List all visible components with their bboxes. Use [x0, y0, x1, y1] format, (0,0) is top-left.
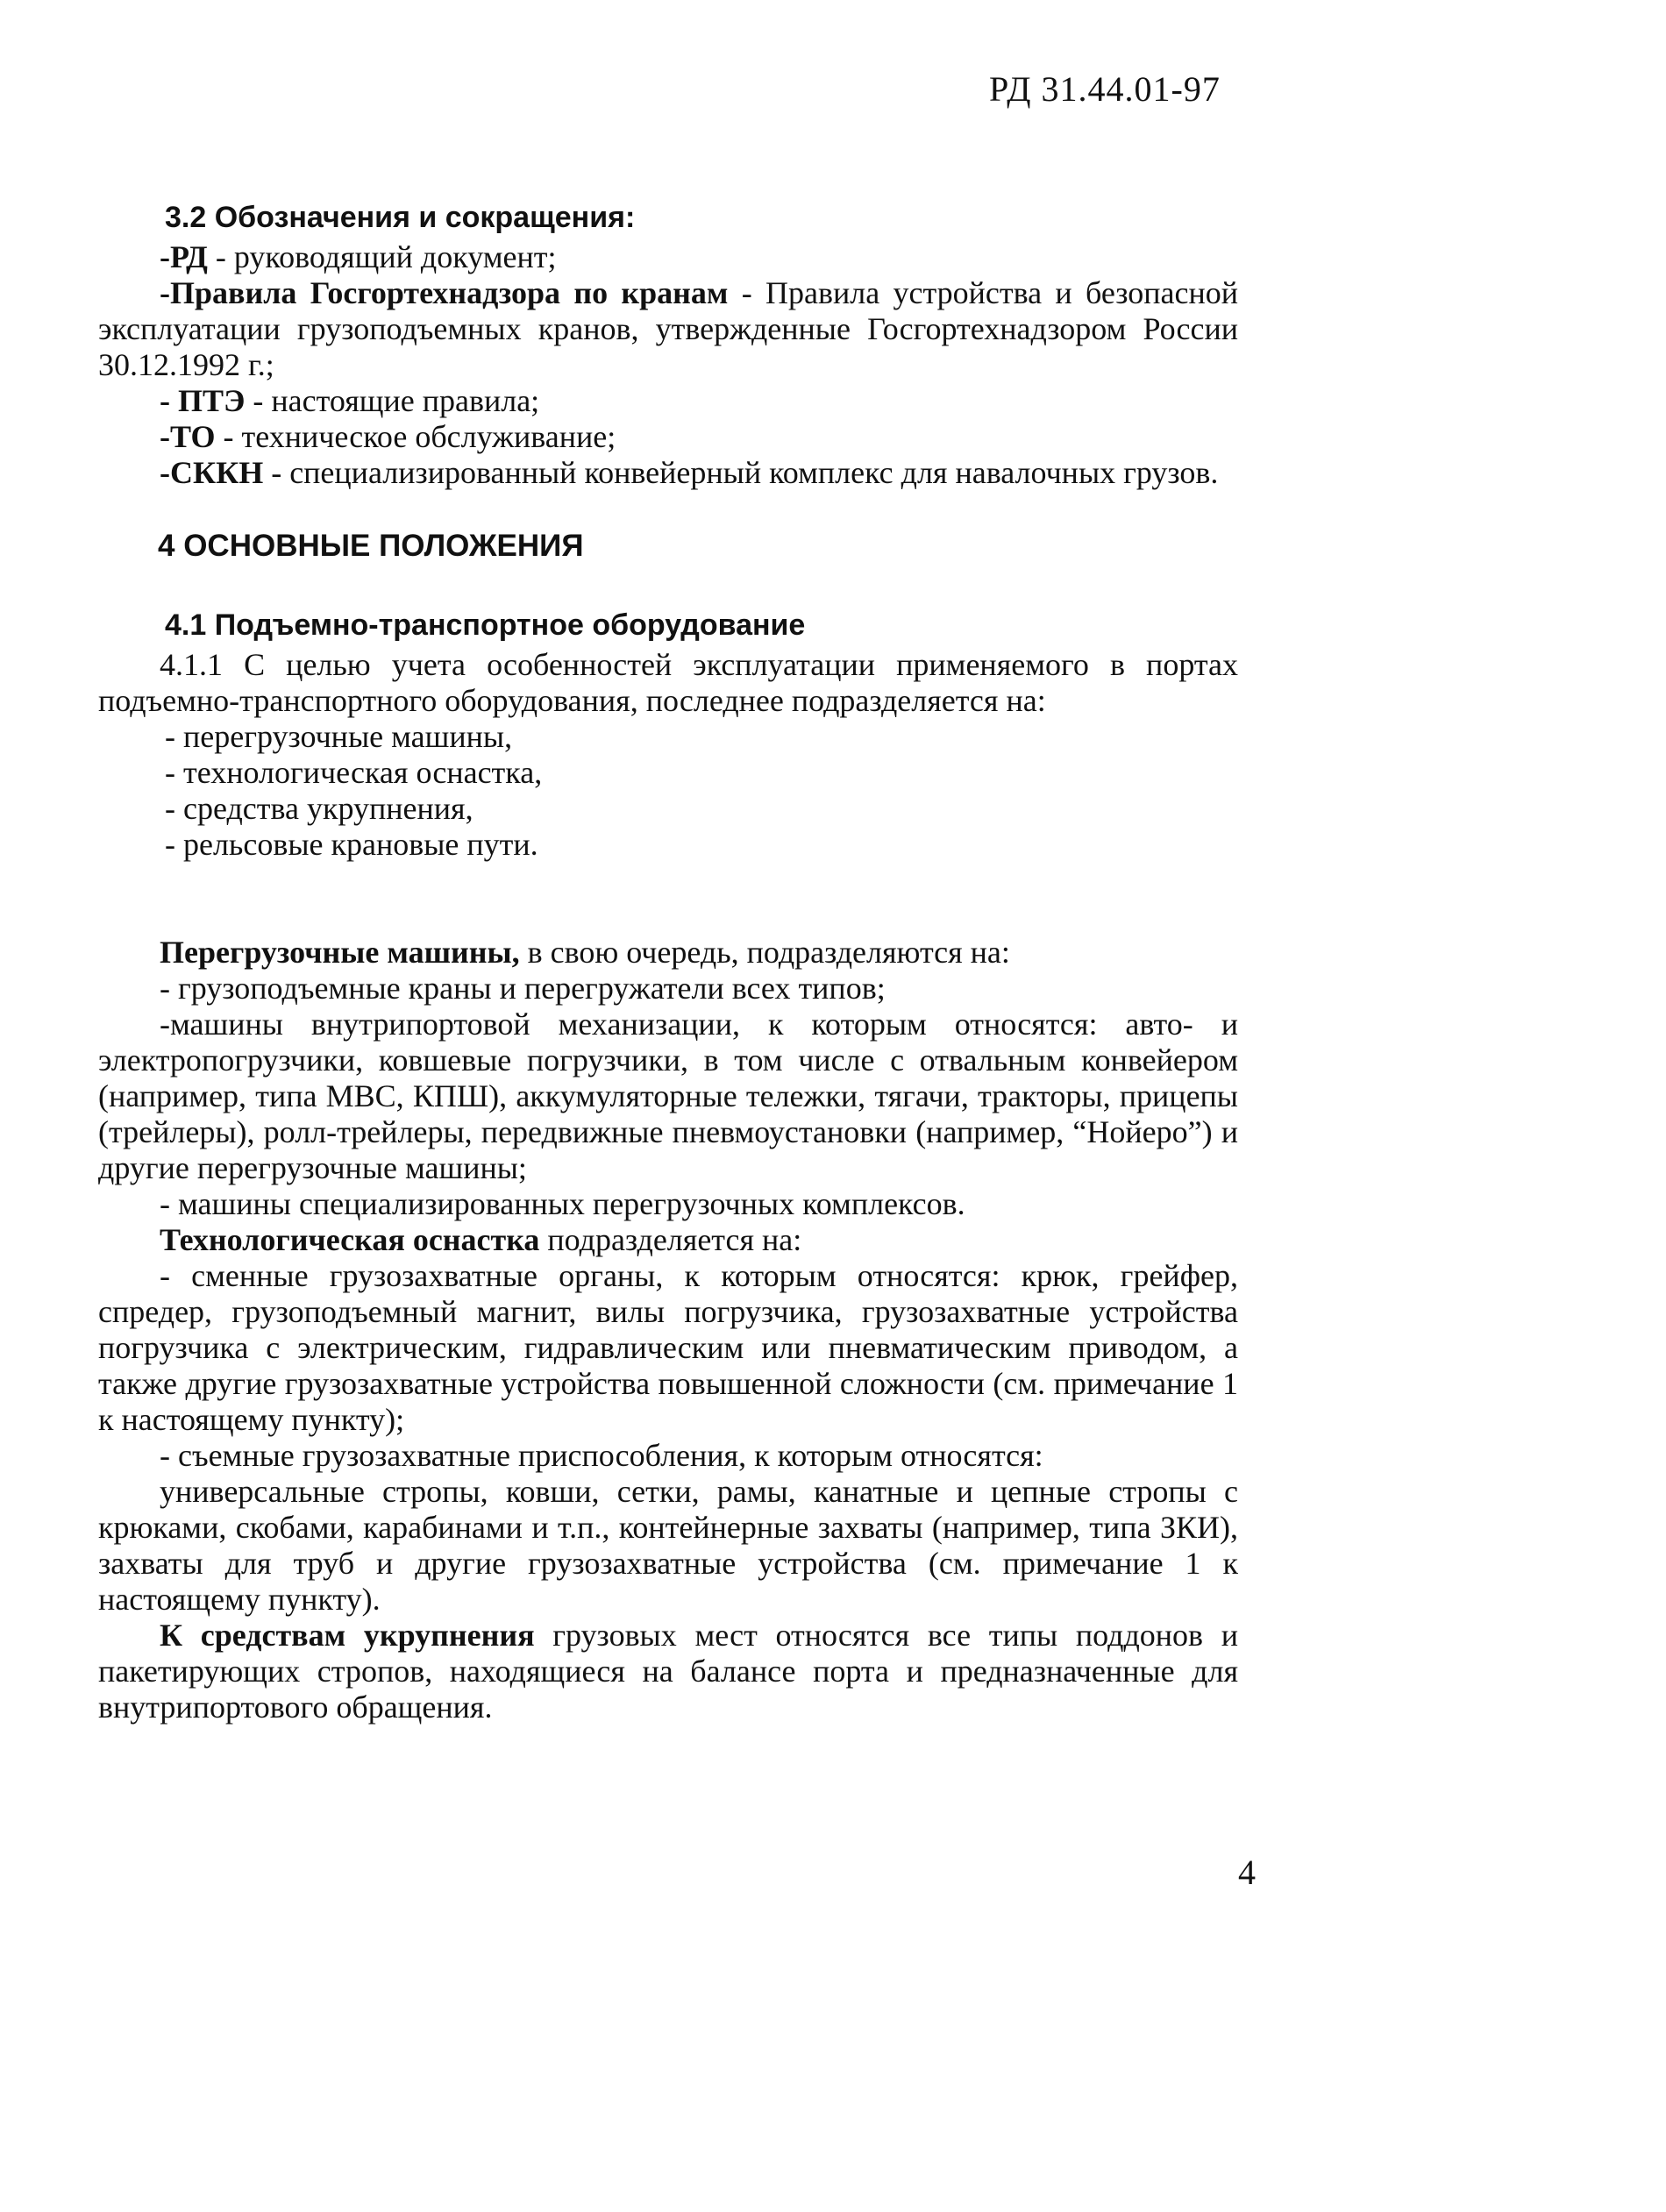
abbrev-text: - специализированный конвейерный комплекс для навалочных грузов.: [263, 455, 1219, 490]
section-4-title: 4 ОСНОВНЫЕ ПОЛОЖЕНИЯ: [158, 529, 584, 563]
abbrev-item: [98, 239, 1238, 275]
machines-paragraph: [98, 935, 1238, 971]
tooling-item: - сменные грузозахватные органы, к которым относятся: крюк, грейфер, спредер, грузоподъемный магнит, вилы погрузчика, грузозахватные устройства погрузчика с электрическим, гидравлическим или пневматическим приводом, а также другие грузозахватные устройства повышенной сложности (см. примечание 1 к настоящему пункту);: [98, 1258, 1238, 1437]
consolidation-paragraph: [98, 1618, 1238, 1725]
page-content: [98, 200, 1238, 1725]
abbrev-text: - Правила устройства и безопасной эксплуатации грузоподъемных кранов, утвержденные Госгортехнадзором России 30.12.1992 г.;: [98, 275, 1238, 382]
abbrev-term: -СККН: [160, 455, 264, 490]
page-number: 4: [1238, 1853, 1256, 1892]
tooling-item: - съемные грузозахватные приспособления, к которым относятся:: [160, 1438, 1043, 1473]
consolidation-term: К средствам укрупнения: [160, 1618, 535, 1653]
machines-item: -машины внутрипортовой механизации, к которым относятся: авто- и электропогрузчики, ковшевые погрузчики, в том числе с отвальным конвейером (например, типа МВС, КПШ), аккумуляторные тележки, тягачи, тракторы, прицепы (трейлеры), ролл-трейлеры, передвижные пневмоустановки (например, “Нойеро”) и другие перегрузочные машины;: [98, 1006, 1238, 1185]
document-code: РД 31.44.01-97: [989, 69, 1221, 109]
abbrev-term: -Правила Госгортехнадзора по кранам: [160, 275, 729, 310]
abbrev-term: -РД: [160, 239, 208, 274]
machines-intro: в свою очередь, подразделяются на:: [519, 935, 1010, 970]
machines-item: - машины специализированных перегрузочных комплексов.: [160, 1186, 965, 1221]
machines-item: - грузоподъемные краны и перегружатели всех типов;: [160, 971, 886, 1006]
abbrev-text: - настоящие правила;: [245, 383, 540, 418]
section-4-1-title: 4.1 Подъемно-транспортное оборудование: [165, 608, 806, 642]
list-item: - средства укрупнения,: [165, 791, 473, 826]
paragraph-4-1-1: 4.1.1 С целью учета особенностей эксплуатации применяемого в портах подъемно-транспортного оборудования, последнее подразделяется на:: [98, 647, 1238, 718]
machines-term: Перегрузочные машины,: [160, 935, 520, 970]
abbrev-text: - техническое обслуживание;: [215, 419, 616, 454]
tooling-continuation: универсальные стропы, ковши, сетки, рамы, канатные и цепные стропы с крюками, скобами, карабинами и т.п., контейнерные захваты (например, типа ЗКИ), захваты для труб и другие грузозахватные устройства (см. примечание 1 к настоящему пункту).: [98, 1474, 1238, 1617]
abbrev-item: [98, 275, 1238, 383]
tooling-term: Технологическая оснастка: [160, 1222, 540, 1257]
list-item: - технологическая оснастка,: [165, 755, 543, 790]
tooling-intro: подразделяется на:: [539, 1222, 802, 1257]
tooling-paragraph: [98, 1222, 1238, 1258]
abbrev-term: -ТО: [160, 419, 216, 454]
abbrev-item: [98, 419, 1238, 455]
list-item: - перегрузочные машины,: [165, 719, 513, 754]
abbrev-item: [98, 383, 1238, 419]
consolidation-text: грузовых мест относятся все типы поддонов и пакетирующих стропов, находящиеся на балансе порта и предназначенные для внутрипортового обращения.: [98, 1618, 1239, 1725]
section-3-2-title: 3.2 Обозначения и сокращения:: [165, 201, 636, 234]
list-item: - рельсовые крановые пути.: [165, 827, 538, 862]
abbrev-item: [98, 455, 1238, 491]
abbrev-text: - руководящий документ;: [207, 239, 557, 274]
abbrev-term: - ПТЭ: [160, 383, 246, 418]
